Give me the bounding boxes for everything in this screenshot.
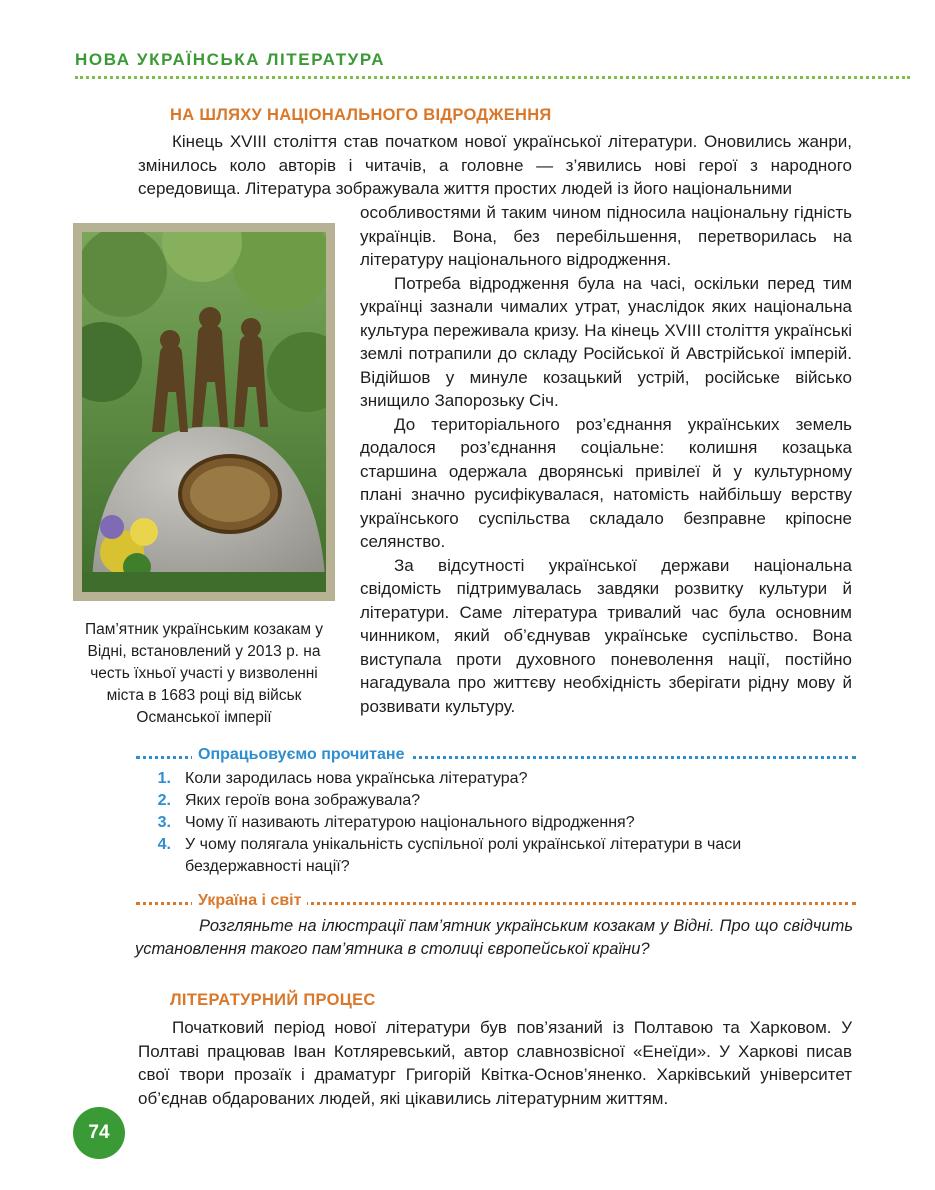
page-number-badge: 74 bbox=[73, 1107, 125, 1159]
paragraph-continuation: особливостями й таким чином підносила національну гідність українців. Вона, без перебільшення, перетворилась на літературу національного відродження. bbox=[360, 203, 852, 269]
world-task-text: Розгляньте на ілюстрації пам’ятник українським козакам у Відні. Про що свідчить установлення такого пам’ятника в столиці європейської країни? bbox=[135, 917, 853, 958]
monument-photo bbox=[73, 223, 335, 601]
question-text: У чому полягала унікальність суспільної ролі української літератури в часи бездержавності нації? bbox=[185, 836, 742, 875]
question-number: 3. bbox=[157, 814, 171, 831]
question-text: Коли зародилась нова українська література? bbox=[185, 770, 528, 787]
list-item bbox=[135, 834, 855, 878]
review-box-title: Опрацьовуємо прочитане bbox=[192, 746, 410, 764]
section-title: НА ШЛЯХУ НАЦІОНАЛЬНОГО ВІДРОДЖЕННЯ bbox=[170, 106, 552, 124]
running-header: НОВА УКРАЇНСЬКА ЛІТЕРАТУРА bbox=[75, 50, 386, 69]
paragraph-wide bbox=[138, 1016, 852, 1110]
cossack-monument-illustration bbox=[82, 232, 326, 592]
figure-caption: Пам’ятник українським козакам у Відні, встановлений у 2013 р. на честь їхньої участі у визволенні міста в 1683 році від військ Османської імперії bbox=[84, 621, 324, 726]
question-text: Чому її називають літературою національного відродження? bbox=[185, 814, 635, 831]
column-text bbox=[360, 201, 852, 718]
review-questions bbox=[135, 768, 855, 878]
section-title: ЛІТЕРАТУРНИЙ ПРОЦЕС bbox=[170, 991, 376, 1009]
list-item bbox=[135, 812, 855, 834]
list-item bbox=[135, 790, 855, 812]
header-dotted-rule bbox=[75, 76, 910, 79]
paragraph-text: До територіального роз’єднання українських земель додалося роз’єднання соціальне: колишня козацька старшина одержала дворянські привілеї й у культурному плані значно русифікувалася, натомість найбільшу верству українського суспільства складало безправне кріпосне селянство. bbox=[360, 414, 852, 551]
question-text: Яких героїв вона зображувала? bbox=[185, 792, 421, 809]
paragraph-text: Потреба відродження була на часі, оскільки перед тим українці зазнали чималих утрат, унаслідок яких національна культура переживала кризу. На кінець XVIII століття українські землі потрапили до складу Російської й Австрійської імперій. Відійшов у минуле козацький устрій, російське військо знищило Запорозьку Січ. bbox=[360, 273, 852, 410]
question-number: 1. bbox=[157, 770, 171, 787]
question-number: 2. bbox=[157, 792, 171, 809]
paragraph-wide bbox=[138, 130, 852, 201]
paragraph-text: Початковий період нової літератури був пов’язаний із Полтавою та Харковом. У Полтаві працював Іван Котляревський, автор славнозвісної «Енеїди». У Харкові писав свої твори прозаїк і драматург Григорій Квітка-Основ’яненко. Харківський університет об’єднав обдарованих людей, які цікавились літературним життям. bbox=[138, 1018, 852, 1108]
paragraph-text: Кінець XVIII століття став початком нової української літератури. Оновились жанри, змінилось коло авторів і читачів, а головне — з’явились нові герої з народного середовища. Література зображувала життя простих людей із його національними bbox=[138, 132, 852, 198]
question-number: 4. bbox=[157, 836, 171, 853]
list-item bbox=[135, 768, 855, 790]
world-box-title: Україна і світ bbox=[192, 892, 307, 910]
paragraph-text: За відсутності української держави національна свідомість підтримувалась завдяки розвитку культури й літератури. Саме література тривалий час була основним чинником, який об’єднував українське суспільство. Вона виступала проти духовного поневолення нації, постійно нагадувала про життєву необхідність зберігати рідну мову й розвивати культуру. bbox=[360, 555, 852, 716]
